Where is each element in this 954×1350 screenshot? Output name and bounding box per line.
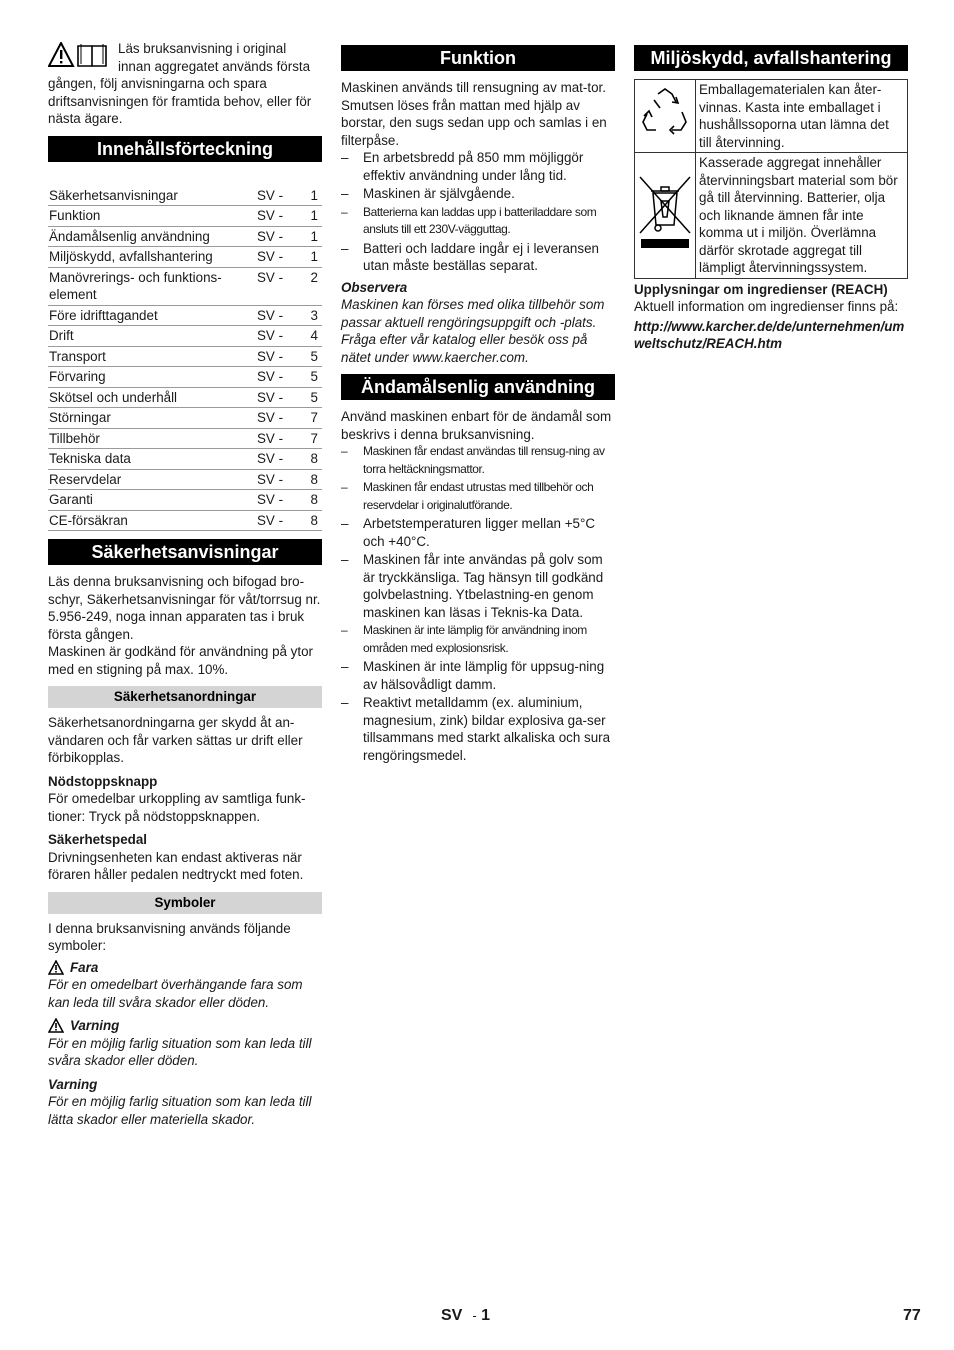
toc-entry-section: SV - xyxy=(256,326,301,347)
warning1-heading xyxy=(48,1017,322,1035)
safety-p2: Maskinen är godkänd för användning på ytor med en stigning på max. 10%. xyxy=(48,644,314,677)
list-item: – Batteri och laddare ingår ej i leveransen utan måste beställas separat. xyxy=(341,240,615,275)
danger-text: För en omedelbart överhängande fara som kan leda till svåra skador eller döden. xyxy=(48,977,303,1010)
weee-text: Kasserade aggregat innehåller återvinningsbart material som bör gå till återvinning. Batterier, olja och liknande ämnen får inte komma ut i miljön. Överlämna därför skrotade aggregat till lämpligt återvinningssystem. xyxy=(696,153,908,279)
column-left xyxy=(48,40,322,1128)
list-item: – Arbetstemperaturen ligger mellan +5°C och +40°C. xyxy=(341,515,615,550)
toc-row xyxy=(48,387,322,408)
column-right xyxy=(634,40,908,353)
toc-row xyxy=(48,226,322,247)
toc-entry-section: SV - xyxy=(256,186,301,206)
function-title: Funktion xyxy=(341,45,615,71)
warning1-label: Varning xyxy=(70,1018,120,1033)
pedal-text: Drivningsenheten kan endast aktiveras när föraren håller pedalen nedtryckt med foten. xyxy=(48,849,304,882)
note-text-2: Fråga efter vår katalog eller besök oss på nätet under www.kaercher.com. xyxy=(341,332,588,365)
safety-devices-text: Säkerhetsanordningarna ger skydd åt an-vändaren och får varken sättas ur drift eller förbikopplas. xyxy=(48,715,303,765)
toc-entry-page: 8 xyxy=(301,469,322,490)
environment-title: Miljöskydd, avfallshantering xyxy=(634,45,908,71)
intended-list xyxy=(341,443,615,764)
page-number: 77 xyxy=(903,1307,921,1324)
toc-entry-section: SV - xyxy=(256,449,301,470)
footer-lang: SV xyxy=(441,1307,463,1324)
toc-entry-section: SV - xyxy=(256,387,301,408)
reach-text: Aktuell information om ingredienser finns på: xyxy=(634,299,899,314)
estop-text: För omedelbar urkoppling av samtliga funk-tioner: Tryck på nödstoppsknappen. xyxy=(48,791,306,824)
toc-entry-page: 8 xyxy=(301,510,322,531)
toc-entry-section: SV - xyxy=(256,346,301,367)
footer-num: 1 xyxy=(481,1307,491,1324)
toc-row xyxy=(48,469,322,490)
toc-entry-page: 5 xyxy=(301,346,322,367)
toc-row xyxy=(48,510,322,531)
toc-entry-section: SV - xyxy=(256,267,301,305)
toc-row xyxy=(48,206,322,227)
toc-entry-page: 8 xyxy=(301,449,322,470)
toc-entry-page: 7 xyxy=(301,408,322,429)
toc-entry-page: 4 xyxy=(301,326,322,347)
intended-title: Ändamålsenlig användning xyxy=(341,374,615,400)
toc-entry-title: Reservdelar xyxy=(48,469,256,490)
recycle-icon xyxy=(638,86,692,142)
toc-row xyxy=(48,326,322,347)
list-item: – Maskinen är inte lämplig för uppsug-ning av hälsovådligt damm. xyxy=(341,658,615,693)
table-row xyxy=(635,153,908,279)
toc-entry-section: SV - xyxy=(256,469,301,490)
symbols-title: Symboler xyxy=(48,892,322,914)
recycle-text: Emballagematerialen kan åter-vinnas. Kasta inte emballaget i hushållssoporna utan lämna det till återvinning. xyxy=(696,80,908,153)
list-item: – Maskinen får endast användas till rensug-ning av torra heltäckningsmattor. xyxy=(341,443,615,478)
warning2-label: Varning xyxy=(48,1076,98,1092)
toc-title: Innehållsförteckning xyxy=(48,136,322,162)
toc-entry-title: Före idrifttagandet xyxy=(48,305,256,326)
toc-entry-title: Garanti xyxy=(48,490,256,511)
footer-dash: - xyxy=(472,1308,477,1323)
toc-entry-title: Drift xyxy=(48,326,256,347)
toc-entry-section: SV - xyxy=(256,408,301,429)
toc-entry-title: Manövrerings- och funktions-element xyxy=(48,267,256,305)
toc-row xyxy=(48,449,322,470)
column-middle xyxy=(341,40,615,765)
crossed-bin-icon xyxy=(637,173,693,253)
toc-row xyxy=(48,267,322,305)
safety-devices-title: Säkerhetsanordningar xyxy=(48,686,322,708)
function-list xyxy=(341,149,615,275)
toc-entry-title: Förvaring xyxy=(48,367,256,388)
toc-entry-section: SV - xyxy=(256,206,301,227)
safety-p1: Läs denna bruksanvisning och bifogad bro-schyr, Säkerhetsanvisningar för våt/torrsug nr. 5.956-249, noga innan apparaten tas i bruk första gången. xyxy=(48,574,321,642)
warning-triangle-icon xyxy=(48,1018,64,1033)
intro-text: Läs bruksanvisning i original innan aggregatet används första gången, följ anvisningarna och spara driftsanvisningen för framtida behov, eller för nästa ägare. xyxy=(48,41,312,126)
environment-table xyxy=(634,79,908,279)
toc-entry-section: SV - xyxy=(256,490,301,511)
list-item: – Maskinen är självgående. xyxy=(341,185,615,203)
list-item: – En arbetsbredd på 850 mm möjliggör effektiv användning under lång tid. xyxy=(341,149,615,184)
toc-entry-page: 8 xyxy=(301,490,322,511)
danger-label: Fara xyxy=(70,959,99,975)
toc-entry-section: SV - xyxy=(256,510,301,531)
toc-entry-title: Ändamålsenlig användning xyxy=(48,226,256,247)
toc-row xyxy=(48,247,322,268)
toc-entry-page: 1 xyxy=(301,247,322,268)
note-label: Observera xyxy=(341,279,408,295)
toc-row xyxy=(48,305,322,326)
intro-block xyxy=(48,40,322,128)
estop-label: Nödstoppsknapp xyxy=(48,773,158,789)
list-item: – Reaktivt metalldamm (ex. aluminium, magnesium, zink) bildar explosiva ga-ser tillsammans med starkt alkaliska och sura rengöringsmedel. xyxy=(341,694,615,764)
toc-entry-page: 1 xyxy=(301,206,322,227)
recycle-cell xyxy=(635,80,696,153)
toc-row xyxy=(48,186,322,206)
toc-entry-title: Störningar xyxy=(48,408,256,429)
toc-table xyxy=(48,186,322,532)
toc-entry-section: SV - xyxy=(256,247,301,268)
toc-entry-section: SV - xyxy=(256,305,301,326)
warning2-text: För en möjlig farlig situation som kan leda till lätta skador eller materiella skador. xyxy=(48,1094,312,1127)
list-item: – Batterierna kan laddas upp i batteriladdare som ansluts till ett 230V-vägguttag. xyxy=(341,204,615,239)
warning1-text: För en möjlig farlig situation som kan leda till svåra skador eller döden. xyxy=(48,1035,312,1068)
reach-link[interactable]: http://www.karcher.de/de/unternehmen/umweltschutz/REACH.htm xyxy=(634,318,905,351)
toc-entry-page: 5 xyxy=(301,367,322,388)
toc-entry-title: Funktion xyxy=(48,206,256,227)
note-text-1: Maskinen kan förses med olika tillbehör som passar aktuell rengöringsuppgift och -plats. xyxy=(341,297,605,330)
footer-section-label xyxy=(441,1307,490,1325)
danger-heading xyxy=(48,959,322,977)
list-item: – Maskinen får endast utrustas med tillbehör och reservdelar i originalutförande. xyxy=(341,479,615,514)
toc-entry-title: Säkerhetsanvisningar xyxy=(48,186,256,206)
toc-entry-page: 1 xyxy=(301,226,322,247)
toc-entry-section: SV - xyxy=(256,226,301,247)
toc-row xyxy=(48,408,322,429)
warning-manual-icon xyxy=(48,42,112,68)
toc-entry-title: Tekniska data xyxy=(48,449,256,470)
reach-label: Upplysningar om ingredienser (REACH) xyxy=(634,281,888,297)
toc-entry-page: 7 xyxy=(301,428,322,449)
toc-entry-page: 5 xyxy=(301,387,322,408)
toc-row xyxy=(48,367,322,388)
toc-entry-title: Tillbehör xyxy=(48,428,256,449)
function-p1: Maskinen används till rensugning av mat-tor. Smutsen löses från mattan med hjälp av borstar, den sugs sedan upp och samlas i en filterpåse. xyxy=(341,80,607,148)
toc-entry-title: Miljöskydd, avfallshantering xyxy=(48,247,256,268)
weee-cell xyxy=(635,153,696,279)
symbols-intro: I denna bruksanvisning används följande symboler: xyxy=(48,920,291,953)
pedal-label: Säkerhetspedal xyxy=(48,832,147,847)
toc-entry-section: SV - xyxy=(256,428,301,449)
warning-triangle-icon xyxy=(48,960,64,975)
list-item: – Maskinen får inte användas på golv som är tryckkänsliga. Tag hänsyn till godkänd golvbelastning. Ytbelastning-en genom maskinen kan läsas i Teknis-ka Data. xyxy=(341,551,615,621)
toc-entry-title: Transport xyxy=(48,346,256,367)
toc-entry-page: 3 xyxy=(301,305,322,326)
toc-row xyxy=(48,346,322,367)
table-row xyxy=(635,80,908,153)
toc-entry-section: SV - xyxy=(256,367,301,388)
toc-row xyxy=(48,428,322,449)
toc-entry-page: 2 xyxy=(301,267,322,305)
toc-entry-title: Skötsel och underhåll xyxy=(48,387,256,408)
intended-p1: Använd maskinen enbart för de ändamål som beskrivs i denna bruksanvisning. xyxy=(341,409,612,442)
toc-entry-page: 1 xyxy=(301,186,322,206)
list-item: – Maskinen är inte lämplig för användning inom områden med explosionsrisk. xyxy=(341,622,615,657)
toc-row xyxy=(48,490,322,511)
safety-title: Säkerhetsanvisningar xyxy=(48,539,322,565)
toc-entry-title: CE-försäkran xyxy=(48,510,256,531)
